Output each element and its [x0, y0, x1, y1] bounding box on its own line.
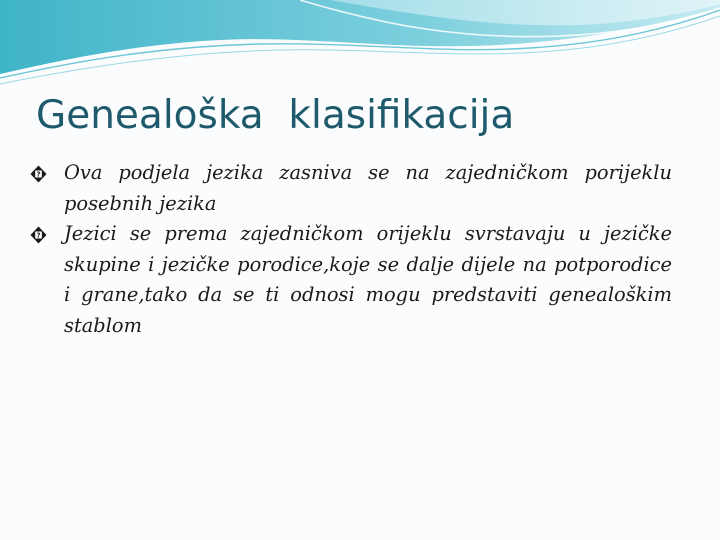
missing-glyph-bullet-icon — [30, 165, 47, 183]
slide-title: Genealoška klasifikacija — [36, 93, 515, 138]
bullet-text-2: Jezici se prema zajedničkom orijeklu svrstavaju u jezičke skupine i jezičke porodice,koje se dalje dijele na potporodice i grane,tako da se ti odnosi mogu predstaviti genealoškim stablom — [64, 222, 672, 337]
svg-text:?: ? — [36, 231, 41, 240]
bullet-item-1 — [30, 158, 672, 219]
bullet-text-1: Ova podjela jezika zasniva se na zajedničkom porijeklu posebnih jezika — [64, 161, 672, 215]
bullet-item-2 — [30, 219, 672, 341]
bullet-list — [30, 158, 672, 341]
missing-glyph-bullet-icon — [30, 226, 47, 244]
wave-decoration — [0, 0, 720, 90]
svg-text:?: ? — [36, 170, 41, 179]
